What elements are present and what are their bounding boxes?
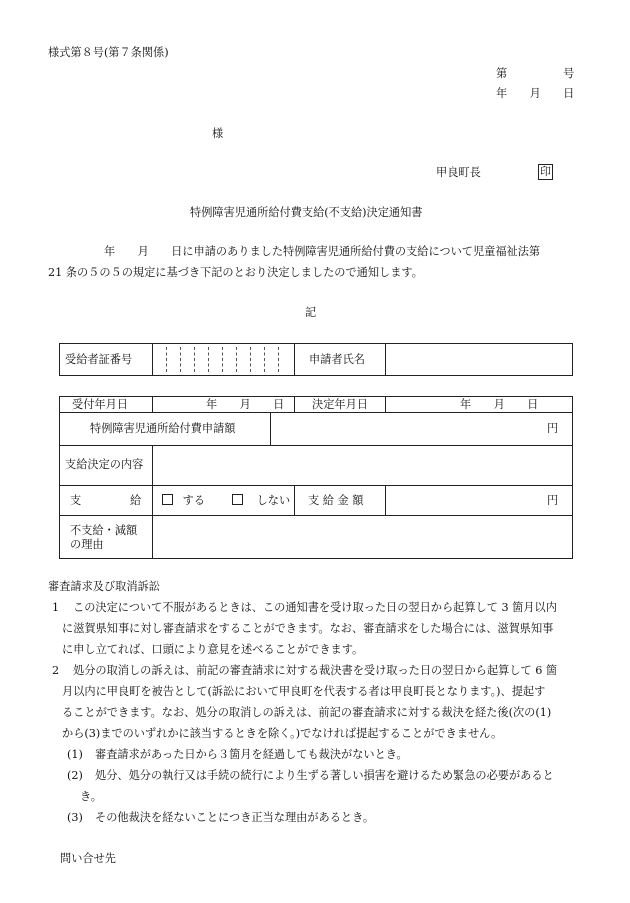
divider (385, 486, 386, 515)
appeal-sub2-number: (2) (67, 769, 83, 782)
divider (152, 486, 153, 559)
digit-divider (222, 347, 223, 372)
divider (152, 344, 153, 375)
applicant-name-field[interactable] (386, 344, 572, 375)
digit-divider (264, 347, 265, 372)
checkbox-icon[interactable] (232, 494, 243, 505)
digit-divider (194, 347, 195, 372)
form-number-label: 様式第８号(第７条関係) (48, 46, 169, 59)
appeal-item1-line2: に滋賀県知事に対し審査請求をすることができます。なお、審査請求をした場合には、滋賀県知事 (62, 622, 554, 635)
appeal-sub2-line1: 処分、処分の執行又は手続の続行により生ずる著しい損害を避けるため緊急の必要があると (95, 769, 554, 782)
option-no[interactable] (232, 494, 290, 509)
appeal-sub1-number: (1) (67, 748, 83, 761)
appeal-item2-line2: 月以内に甲良町を被告として(訴訟において甲良町を代表する者は甲良町長となります。)、提起す (62, 685, 546, 698)
row-divider (60, 515, 572, 516)
divider (385, 397, 386, 413)
row-divider (60, 445, 572, 446)
divider (152, 446, 153, 485)
divider (294, 344, 295, 375)
seal-mark: 印 (540, 165, 551, 178)
appeal-sub2-line2: き。 (80, 790, 102, 803)
issuer-name: 甲良町長 (436, 166, 481, 179)
payment-amount-yen: 円 (547, 494, 559, 507)
received-date-label: 受付年月日 (72, 398, 128, 411)
digit-divider (208, 347, 209, 372)
digit-divider (250, 347, 251, 372)
decided-date-label: 決定年月日 (312, 398, 368, 411)
document-date-line: 年 月 日 (496, 87, 575, 100)
appeal-item1-line3: に申し立てれば、口頭により意見を述べることができます。 (62, 643, 364, 656)
decision-table (59, 396, 573, 559)
appeal-sub3-text: その他裁決を経ないことにつき正当な理由があるとき。 (95, 811, 375, 824)
body-line-1: 年 月 日に申請のありました特例障害児通所給付費の支給について児童福祉法第 (104, 245, 541, 258)
divider (294, 486, 295, 515)
reason-label-line1: 不支給・減額 (70, 524, 138, 537)
appeal-item2-line4: から(3)までのいずれかに該当するときを除く。)でなければ提起することができません。 (62, 727, 503, 740)
reason-label-line2: の理由 (70, 538, 104, 551)
document-number-line: 第 号 (496, 67, 575, 80)
digit-divider (278, 347, 279, 372)
digit-divider (180, 347, 181, 372)
option-yes[interactable] (162, 494, 205, 509)
addressee-suffix: 様 (212, 127, 224, 140)
divider (152, 397, 153, 413)
option-yes-label: する (182, 494, 205, 507)
digit-divider (236, 347, 237, 372)
contact-label: 問い合せ先 (60, 852, 116, 865)
appeal-sub3-number: (3) (67, 811, 83, 824)
payment-label-right: 給 (130, 494, 142, 507)
decided-date-value: 年 月 日 (460, 398, 539, 411)
appeal-item2-number: 2 (52, 664, 60, 677)
document-title: 特例障害児通所給付費支給(不支給)決定通知書 (190, 206, 423, 219)
requested-amount-yen: 円 (547, 422, 559, 435)
payment-amount-label: 支 給 金 額 (308, 494, 364, 507)
digit-divider (166, 347, 167, 372)
appeal-item2-line3: ることができます。なお、処分の取消しの訴えは、前記の審査請求に対する裁決を経た後(次の(1) (62, 706, 552, 719)
recipient-number-label: 受給者証番号 (65, 353, 133, 366)
requested-amount-label: 特例障害児通所給付費申請額 (90, 422, 236, 435)
ki-heading: 記 (305, 306, 317, 319)
body-line-2: 21 条の５の５の規定に基づき下記のとおり決定しましたので通知します。 (48, 266, 423, 279)
applicant-name-label: 申請者氏名 (309, 353, 365, 366)
option-no-label: しない (256, 494, 291, 507)
appeal-item1-number: 1 (52, 601, 60, 614)
divider (294, 397, 295, 413)
appeal-item2-line1: 処分の取消しの訴えは、前記の審査請求に対する裁決書を受け取った日の翌日から起算して 6 箇 (73, 664, 558, 677)
decision-content-label: 支給決定の内容 (65, 458, 144, 471)
checkbox-icon[interactable] (162, 494, 173, 505)
divider (270, 413, 271, 445)
recipient-table (59, 343, 573, 376)
appeal-item1-line1: この決定について不服があるときは、この通知書を受け取った日の翌日から起算して 3 箇月以内 (73, 601, 557, 614)
received-date-value: 年 月 日 (206, 398, 285, 411)
row-divider (60, 485, 572, 486)
appeal-heading: 審査請求及び取消訴訟 (48, 580, 160, 593)
payment-label-left: 支 (70, 494, 82, 507)
appeal-sub1-text: 審査請求があった日から３箇月を経過しても裁決がないとき。 (95, 748, 408, 761)
